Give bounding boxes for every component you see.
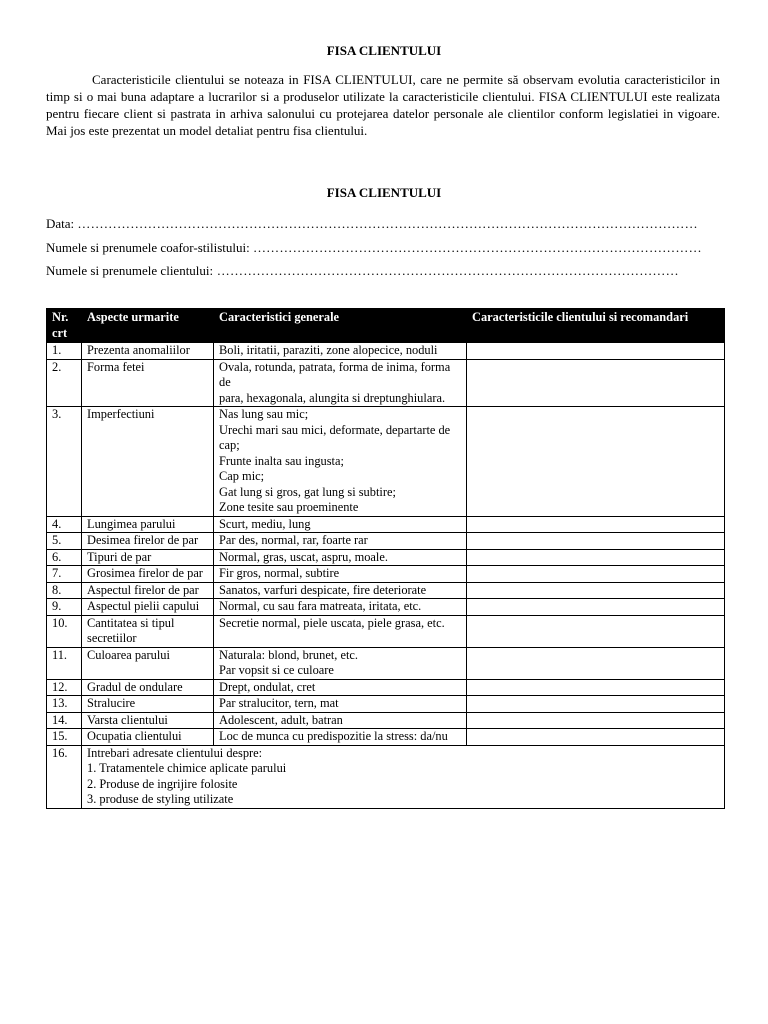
row-general [214, 729, 467, 746]
row-number: 7. [47, 566, 82, 583]
intro-paragraph: Caracteristicile clientului se noteaza in FISA CLIENTULUI, care ne permite să observam evolutia caracteristicilor in timp si o mai buna adaptare a lucrarilor si a produselor utilizate la caracteristicile clientului. FISA CLIENTULUI este realizata pentru fiecare client si pastrata in arhiva salonului cu protejarea datelor personale ale clientilor conform legislatiei in vigoare. Mai jos este prezentat un model detaliat pentru fisa clientului. [46, 72, 720, 138]
row-number: 6. [47, 549, 82, 566]
general-line: Nas lung sau mic; [219, 407, 309, 421]
row-client-notes[interactable] [467, 359, 725, 407]
row-client-notes[interactable] [467, 516, 725, 533]
row-number: 8. [47, 582, 82, 599]
general-line: Secretie normal, piele uscata, piele grasa, etc. [219, 615, 445, 630]
stylist-name-dots: ………………………………………………………………………………………… [252, 240, 702, 255]
general-line: Scurt, mediu, lung [219, 516, 311, 531]
row-client-notes[interactable] [467, 679, 725, 696]
header-client: Caracteristicile clientului si recomandari [467, 309, 725, 343]
row-aspect: Aspectul firelor de par [82, 582, 214, 599]
row-client-notes[interactable] [467, 407, 725, 517]
row-number: 3. [47, 407, 82, 517]
row-client-notes[interactable] [467, 599, 725, 616]
row-aspect: Tipuri de par [82, 549, 214, 566]
general-line: Sanatos, varfuri despicate, fire deteriorate [219, 582, 427, 597]
row-number: 5. [47, 533, 82, 550]
document-title: FISA CLIENTULUI [326, 43, 442, 58]
question-line: Intrebari adresate clientului despre: [87, 745, 263, 760]
table-row [47, 343, 725, 360]
table-row [47, 533, 725, 550]
table-row [47, 599, 725, 616]
row-number: 11. [47, 647, 82, 679]
row-general [214, 615, 467, 647]
row-aspect: Desimea firelor de par [82, 533, 214, 550]
general-line: Ovala, rotunda, patrata, forma de inima, forma de [219, 359, 451, 389]
general-line: Par stralucitor, tern, mat [219, 696, 339, 710]
row-general [214, 566, 467, 583]
row-client-notes[interactable] [467, 712, 725, 729]
table-row [47, 729, 725, 746]
row-general [214, 516, 467, 533]
row-client-notes[interactable] [467, 647, 725, 679]
row-aspect: Lungimea parului [82, 516, 214, 533]
row-client-notes[interactable] [467, 533, 725, 550]
row-aspect: Varsta clientului [82, 712, 214, 729]
row-general [214, 549, 467, 566]
question-line: 3. produse de styling utilizate [87, 792, 234, 806]
row-number: 12. [47, 679, 82, 696]
row-general [214, 359, 467, 407]
row-questions[interactable] [82, 745, 725, 808]
row-aspect: Ocupatia clientului [82, 729, 214, 746]
question-line: 2. Produse de ingrijire folosite [87, 776, 238, 791]
row-aspect: Stralucire [82, 696, 214, 713]
general-line: Zone tesite sau proeminente [219, 500, 359, 514]
table-row [47, 712, 725, 729]
table-row [47, 407, 725, 517]
table-header-row [47, 309, 725, 343]
row-aspect: Prezenta anomaliilor [82, 343, 214, 360]
row-general [214, 712, 467, 729]
table-row [47, 549, 725, 566]
table-body [47, 343, 725, 809]
client-name-label: Numele si prenumele clientului [46, 263, 210, 278]
row-number: 14. [47, 712, 82, 729]
row-number: 16. [47, 745, 82, 808]
date-field[interactable] [46, 216, 726, 232]
row-aspect: Grosimea firelor de par [82, 566, 214, 583]
header-general: Caracteristici generale [214, 309, 467, 343]
row-aspect: Aspectul pielii capului [82, 599, 214, 616]
general-line: Normal, cu sau fara matreata, iritata, etc. [219, 599, 422, 613]
row-client-notes[interactable] [467, 729, 725, 746]
general-line: Drept, ondulat, cret [219, 679, 316, 694]
date-label: Data: [46, 216, 78, 231]
client-name-dots: : …………………………………………………………………………………………… [209, 263, 679, 278]
row-aspect: Forma fetei [82, 359, 214, 407]
row-client-notes[interactable] [467, 566, 725, 583]
general-line: Par vopsit si ce culoare [219, 663, 334, 677]
row-aspect: Imperfectiuni [82, 407, 214, 517]
row-number: 4. [47, 516, 82, 533]
general-line: para, hexagonala, alungita si dreptunghiulara. [219, 390, 446, 405]
row-aspect: Gradul de ondulare [82, 679, 214, 696]
table-row [47, 615, 725, 647]
stylist-name-field[interactable] [46, 240, 726, 256]
row-aspect: Culoarea parului [82, 647, 214, 679]
stylist-name-label: Numele si prenumele coafor-stilistului: [46, 240, 253, 255]
general-line: Normal, gras, uscat, aspru, moale. [219, 549, 388, 564]
table-row [47, 679, 725, 696]
client-sheet-table [46, 308, 725, 809]
row-general [214, 647, 467, 679]
row-general [214, 343, 467, 360]
general-line: Gat lung si gros, gat lung si subtire; [219, 484, 396, 499]
table-row [47, 566, 725, 583]
general-line: Par des, normal, rar, foarte rar [219, 533, 368, 547]
row-general [214, 696, 467, 713]
general-line: Fir gros, normal, subtire [219, 566, 340, 580]
row-client-notes[interactable] [467, 343, 725, 360]
question-line: 1. Tratamentele chimice aplicate parului [87, 761, 287, 775]
row-number: 15. [47, 729, 82, 746]
header-nr: Nr. crt [47, 309, 82, 343]
table-row [47, 516, 725, 533]
row-number: 9. [47, 599, 82, 616]
general-line: Cap mic; [219, 469, 265, 483]
header-aspect: Aspecte urmarite [82, 309, 214, 343]
row-aspect: Cantitatea si tipul secretiilor [82, 615, 214, 647]
table-row [47, 582, 725, 599]
row-general [214, 599, 467, 616]
row-number: 13. [47, 696, 82, 713]
row-client-notes[interactable] [467, 582, 725, 599]
row-number: 2. [47, 359, 82, 407]
form-title: FISA CLIENTULUI [326, 185, 442, 200]
row-number: 1. [47, 343, 82, 360]
row-client-notes[interactable] [467, 696, 725, 713]
row-number: 10. [47, 615, 82, 647]
table-row [47, 359, 725, 407]
general-line: Boli, iritatii, paraziti, zone alopecice, noduli [219, 343, 438, 357]
general-line: Loc de munca cu predispozitie la stress: da/nu [219, 729, 448, 743]
table-row [47, 745, 725, 808]
table-row [47, 696, 725, 713]
general-line: Frunte inalta sau ingusta; [219, 453, 344, 468]
general-line: Adolescent, adult, batran [219, 712, 343, 727]
general-line: Urechi mari sau mici, deformate, departarte de cap; [219, 422, 451, 452]
row-general [214, 679, 467, 696]
client-name-field[interactable] [46, 263, 726, 279]
table-row [47, 647, 725, 679]
row-general [214, 407, 467, 517]
row-client-notes[interactable] [467, 615, 725, 647]
row-general [214, 533, 467, 550]
date-dots: …………………………………………………………………………………………………………………………… [77, 216, 698, 231]
row-client-notes[interactable] [467, 549, 725, 566]
general-line: Naturala: blond, brunet, etc. [219, 647, 359, 662]
row-general [214, 582, 467, 599]
